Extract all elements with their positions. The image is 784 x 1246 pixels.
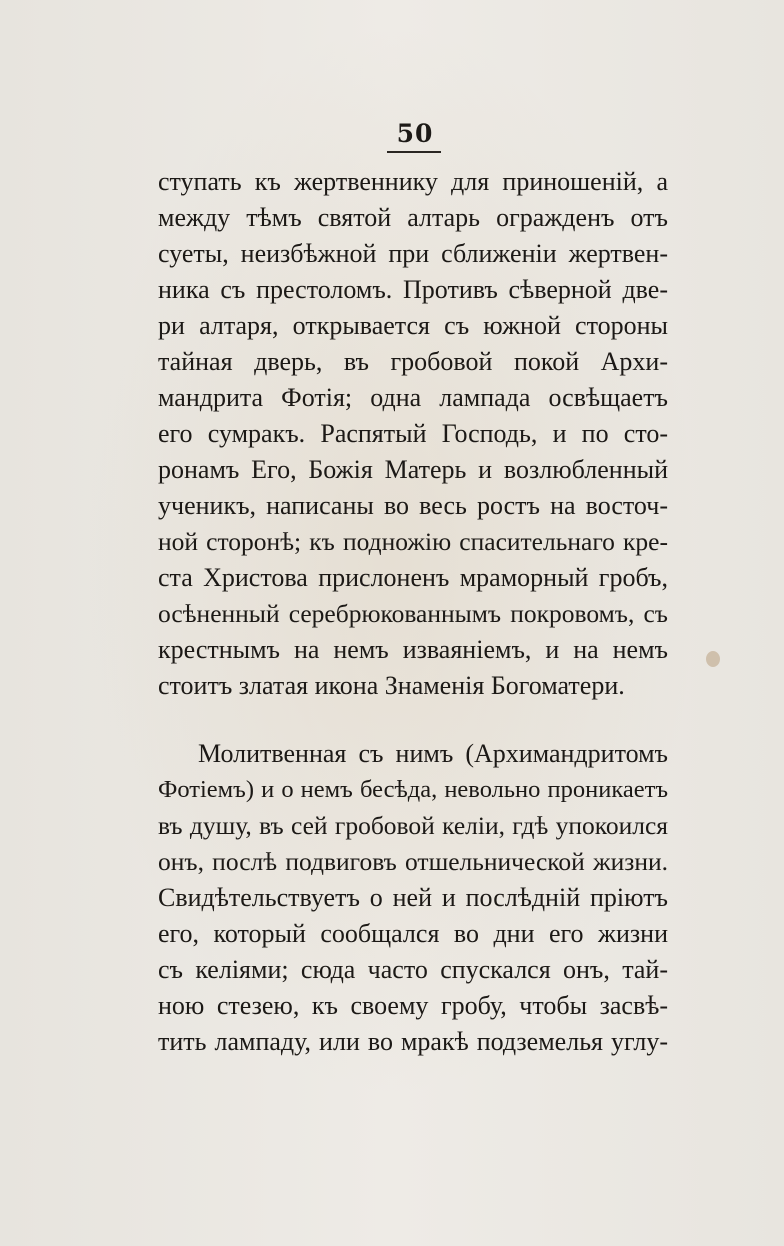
text-line: суеты, неизбѣжной при сближеніи жертвен- — [158, 239, 668, 268]
text-line: его сумракъ. Распятый Господь, и по сто- — [158, 419, 668, 448]
text-line: ступать къ жертвеннику для приношеній, а — [158, 167, 668, 196]
text-line: осѣненный серебрюкованнымъ покровомъ, съ — [158, 599, 668, 628]
text-line: Свидѣтельствуетъ о ней и послѣдній пріютъ — [158, 883, 668, 912]
text-line: ученикъ, написаны во весь ростъ на восточ- — [158, 491, 668, 520]
text-line: крестнымъ на немъ изваяніемъ, и на немъ — [158, 635, 668, 664]
page-number-underline — [387, 151, 441, 153]
text-line: въ душу, въ сей гробовой келіи, гдѣ упокоился — [158, 811, 668, 840]
text-line: ри алтаря, открывается съ южной стороны — [158, 311, 668, 340]
text-line: ною стезею, къ своему гробу, чтобы засвѣ- — [158, 991, 668, 1020]
page-number: 50 — [396, 119, 434, 148]
text-line: стоитъ златая икона Знаменія Богоматери. — [158, 671, 625, 700]
text-line: ника съ престоломъ. Противъ сѣверной две- — [158, 275, 668, 304]
text-line: его, который сообщался во дни его жизни — [158, 919, 668, 948]
text-line: съ келіями; сюда часто спускался онъ, тай- — [158, 955, 668, 984]
text-line: тить лампаду, или во мракѣ подземелья углу- — [158, 1027, 668, 1056]
text-line: Молитвенная съ нимъ (Архимандритомъ — [198, 739, 668, 768]
text-line: ронамъ Его, Божія Матерь и возлюбленный — [158, 455, 668, 484]
ink-blot — [706, 651, 720, 667]
text-line: мандрита Фотія; одна лампада освѣщаетъ — [158, 383, 668, 412]
text-line: ной сторонѣ; къ подножію спасительнаго кре- — [158, 527, 668, 556]
text-line: Фотіемъ) и о немъ бесѣда, невольно проникаетъ — [158, 776, 668, 803]
text-line: между тѣмъ святой алтарь огражденъ отъ — [158, 203, 668, 232]
text-line: онъ, послѣ подвиговъ отшельнической жизни. — [158, 847, 668, 876]
text-line: тайная дверь, въ гробовой покой Архи- — [158, 347, 668, 376]
text-line: ста Христова прислоненъ мраморный гробъ, — [158, 563, 668, 592]
